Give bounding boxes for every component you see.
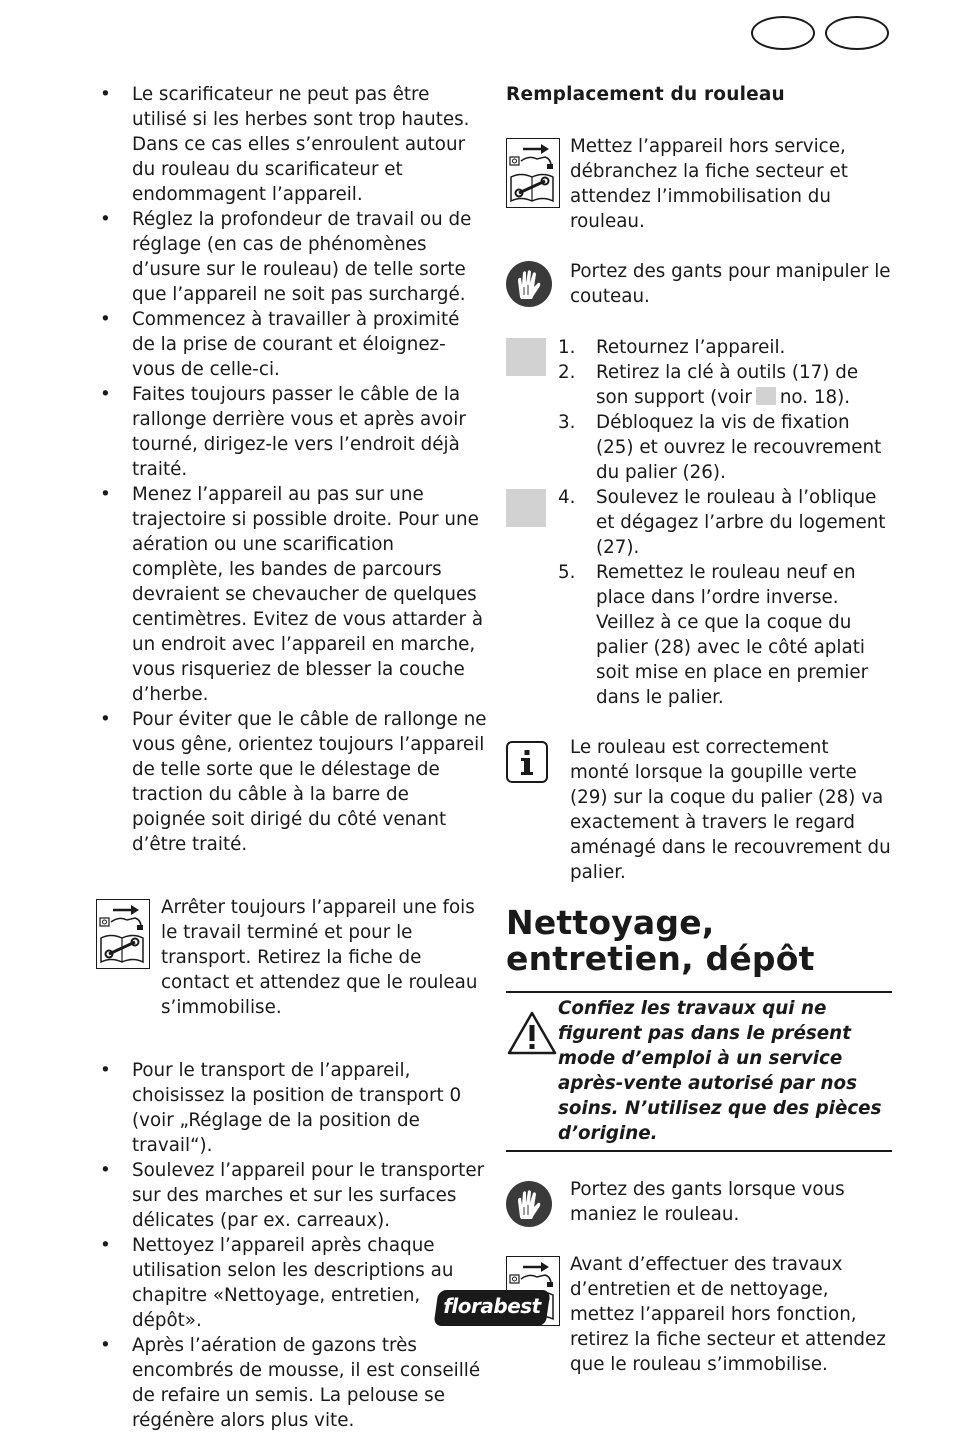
- warning-text: Confiez les travaux qui ne figurent pas dans le présent mode d’emploi à un service après-vente autorisé par nos soins. N’utilisez que des pièces d’origine.: [558, 998, 882, 1144]
- list-item: • Après l’aération de gazons très encombrés de mousse, il est conseillé de refaire un semis. La pelouse se régénère alors plus vite.: [96, 1333, 488, 1433]
- list-item: • Faites toujours passer le câble de la rallonge derrière vous et après avoir tourné, dirigez-le vers l’endroit déjà traité.: [96, 382, 488, 482]
- right-column: [506, 82, 892, 1377]
- steps-block: [506, 335, 892, 710]
- glove-icon: [506, 261, 552, 307]
- gloves-note: [506, 259, 892, 309]
- bullet-list-2: [96, 1058, 488, 1433]
- list-item: • Pour le transport de l’appareil, choisissez la position de transport 0 (voir „Réglage de la position de travail“).: [96, 1058, 488, 1158]
- note-text: Arrêter toujours l’appareil une fois le travail terminé et pour le transport. Retirez la fiche de contact et attendez que le rouleau s’immobilise.: [161, 897, 478, 1018]
- note-text: Le rouleau est correctement monté lorsque la goupille verte (29) sur la coque du palier (28) va exactement à travers le regard aménagé dans le recouvrement du palier.: [570, 737, 891, 883]
- list-item: 5. Remettez le rouleau neuf en place dans l’ordre inverse. Veillez à ce que la coque du palier (28) avec le côté aplati soit mise en place en premier dans le palier.: [558, 562, 869, 708]
- note-text: Mettez l’appareil hors service, débranchez la fiche secteur et attendez l’immobilisation du rouleau.: [570, 136, 848, 232]
- stop-device-note: [96, 895, 488, 1020]
- list-item: 3. Débloquez la vis de fixation (25) et ouvrez le recouvrement du palier (26).: [558, 412, 882, 483]
- note-text: Portez des gants pour manipuler le couteau.: [570, 261, 891, 307]
- list-item: 4. Soulevez le rouleau à l’oblique et dégagez l’arbre du logement (27).: [558, 487, 886, 558]
- list-item: • Commencez à travailler à proximité de la prise de courant et éloignez-vous de celle-ci.: [96, 307, 488, 382]
- inline-figure-marker: [756, 387, 776, 405]
- list-item: • Réglez la profondeur de travail ou de réglage (en cas de phénomènes d’usure sur le rouleau) de telle sorte que l’appareil ne soit pas surchargé.: [96, 207, 488, 307]
- list-item: • Le scarificateur ne peut pas être utilisé si les herbes sont trop hautes. Dans ce cas elles s’enroulent autour du rouleau du scarificateur et endommagent l’appareil.: [96, 82, 488, 207]
- logo-text: florabest: [443, 1294, 541, 1318]
- list-item: • Soulevez l’appareil pour le transporter sur des marches et sur les surfaces délicates (par ex. carreaux).: [96, 1158, 488, 1233]
- info-icon: [506, 741, 548, 783]
- list-item: • Nettoyez l’appareil après chaque utilisation selon les descriptions au chapitre «Nettoyage, entretien, dépôt».: [96, 1233, 488, 1333]
- left-column: [96, 82, 488, 1433]
- maintenance-note: [506, 1252, 892, 1377]
- gloves-note-2: [506, 1177, 892, 1227]
- glove-icon: [506, 1181, 552, 1227]
- manual-icon: [96, 899, 150, 969]
- list-item: 2. Retirez la clé à outils (17) de son support (voir no. 18).: [558, 362, 859, 408]
- warning-icon: [506, 1010, 558, 1056]
- section-heading: Remplacement du rouleau: [506, 84, 785, 105]
- info-note: [506, 735, 892, 885]
- steps-list: [506, 335, 892, 710]
- list-item: 1. Retournez l’appareil.: [558, 337, 786, 358]
- list-item: • Menez l’appareil au pas sur une trajectoire si possible droite. Pour une aération ou une scarification complète, les bandes de parcours devraient se chevaucher de quelques centimètres. Evitez de vous attarder à un endroit avec l’appareil en marche, vous risqueriez de blesser la couche d’herbe.: [96, 482, 488, 707]
- language-oval-2: [825, 16, 889, 50]
- note-text: Portez des gants lorsque vous maniez le rouleau.: [570, 1179, 845, 1225]
- language-oval-1: [751, 16, 815, 50]
- switch-off-note: [506, 134, 892, 234]
- page-title: Nettoyage, entretien, dépôt: [506, 903, 815, 978]
- bullet-list-1: [96, 82, 488, 857]
- list-item: • Pour éviter que le câble de rallonge ne vous gêne, orientez toujours l’appareil de telle sorte que le délestage de traction du câble à la barre de poignée soit dirigé du côté venant d’être traité.: [96, 707, 488, 857]
- brand-logo: [436, 1282, 548, 1326]
- warning-box: [506, 991, 892, 1152]
- note-text: Avant d’effectuer des travaux d’entretien et de nettoyage, mettez l’appareil hors fonction, retirez la fiche secteur et attendez que le rouleau s’immobilise.: [570, 1254, 886, 1375]
- manual-icon: [506, 138, 560, 208]
